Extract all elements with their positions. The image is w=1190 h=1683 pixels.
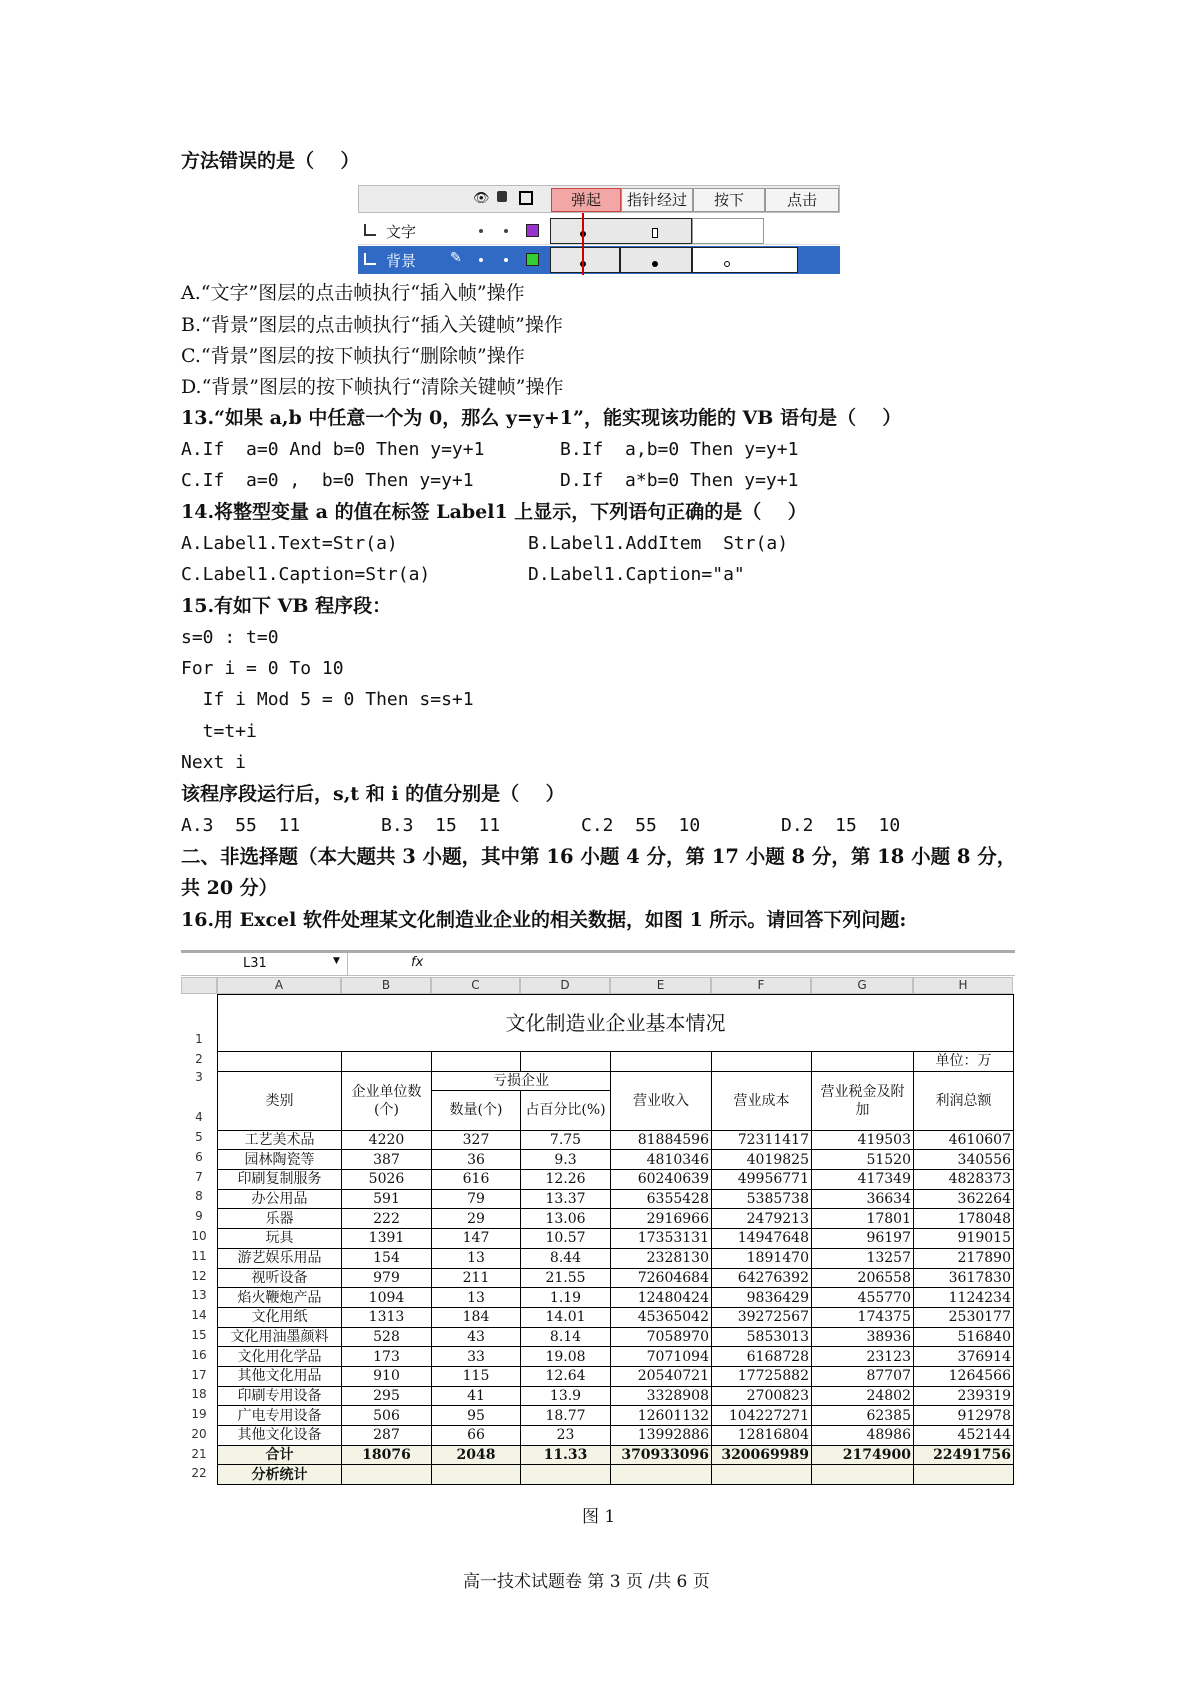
cell: 2916966 [611,1209,712,1229]
cell: 81884596 [611,1130,712,1150]
lock-icon [497,191,507,202]
q12-option-d: D.“背景”图层的按下帧执行“清除关键帧”操作 [181,376,564,398]
table-row [218,1426,1014,1446]
q12-option-b: B.“背景”图层的点击帧执行“插入关键帧”操作 [181,314,563,336]
section2-title: 二、非选择题（本大题共 3 小题，其中第 16 小题 4 分，第 17 小题 8 分，第 18 小题 8 分， [181,845,1017,868]
cell: 玩具 [218,1229,342,1249]
cell: 13.9 [521,1386,611,1406]
cell: 20540721 [611,1366,712,1386]
row-number: 11 [191,1249,207,1263]
cell: 222 [342,1209,432,1229]
table-row [218,1327,1014,1347]
col-header: D [520,977,610,994]
layer-background [358,246,840,274]
cell: 41 [432,1386,521,1406]
cell: 36634 [812,1189,914,1209]
table-row [218,1347,1014,1367]
cell: 3328908 [611,1386,712,1406]
table-row [218,1366,1014,1386]
unit-row [218,1052,1014,1072]
table-row [218,1130,1014,1150]
q14-stem: 14.将整型变量 a 的值在标签 Label1 上显示，下列语句正确的是（ ） [181,501,807,523]
page-footer: 高一技术试题卷 第 3 页 /共 6 页 [463,1572,710,1592]
cell: 7071094 [611,1347,712,1367]
select-all-corner [181,977,217,994]
code-line: s=0 : t=0 [181,627,279,648]
cell: 17353131 [611,1229,712,1249]
cell: 工艺美术品 [218,1130,342,1150]
cell: 516840 [914,1327,1014,1347]
data-table [217,994,1014,1485]
fx-icon: fx [411,955,424,970]
code-line: For i = 0 To 10 [181,658,344,679]
name-box-value: L31 [243,956,267,971]
cell: 23123 [812,1347,914,1367]
timeline-header [358,185,840,213]
cell: 62385 [812,1406,914,1426]
cell: 96197 [812,1229,914,1249]
cell: 72604684 [611,1268,712,1288]
cell: 17801 [812,1209,914,1229]
cell: 3617830 [914,1268,1014,1288]
section2-title-cont: 共 20 分） [181,877,278,899]
col-header: F [711,977,811,994]
row-number: 10 [191,1229,207,1243]
row-number: 15 [191,1328,207,1342]
cell: 912978 [914,1406,1014,1426]
cell: 文化用油墨颜料 [218,1327,342,1347]
cell: 13257 [812,1248,914,1268]
cell: 24802 [812,1386,914,1406]
name-box [181,953,348,975]
cell: 21.55 [521,1268,611,1288]
cell: 12816804 [712,1426,812,1446]
q12-option-c: C.“背景”图层的按下帧执行“删除帧”操作 [181,345,525,367]
playhead [582,213,584,275]
layer-color-swatch [526,253,539,266]
cell: 5026 [342,1170,432,1190]
q14-option-b: B.Label1.AddItem Str(a) [528,533,789,554]
figure-caption: 图 1 [582,1507,616,1527]
cell: 1.19 [521,1288,611,1308]
layer-icon [364,224,376,236]
cell: 18.77 [521,1406,611,1426]
q12-stem: 方法错误的是（ ） [181,150,360,172]
code-line: Next i [181,752,247,773]
cell: 60240639 [611,1170,712,1190]
row-number: 4 [195,1110,203,1124]
tab-hit-frame: 点击 [765,188,839,212]
q14-option-d: D.Label1.Caption="a" [528,564,745,585]
cell: 4019825 [712,1150,812,1170]
sheet-title: 文化制造业企业基本情况 [218,995,1014,1052]
cell: 11.33 [521,1445,611,1465]
cell: 295 [342,1386,432,1406]
cell: 1264566 [914,1366,1014,1386]
cell: 印刷复制服务 [218,1170,342,1190]
q12-option-a: A.“文字”图层的点击帧执行“插入帧”操作 [181,282,525,304]
cell: 广电专用设备 [218,1406,342,1426]
hdr-revenue: 营业收入 [611,1071,712,1130]
cell: 95 [432,1406,521,1426]
formula-bar [181,950,1015,976]
q16-stem [181,905,906,935]
q13-option-b: B.If a,b=0 Then y=y+1 [560,439,799,460]
cell: 印刷专用设备 [218,1386,342,1406]
row-number: 8 [195,1189,203,1203]
q13-option-c: C.If a=0 , b=0 Then y=y+1 [181,470,474,491]
row-number: 21 [191,1447,207,1461]
cell: 45365042 [611,1307,712,1327]
text-frames [550,218,692,244]
cell: 13992886 [611,1426,712,1446]
cell: 979 [342,1268,432,1288]
cell: 591 [342,1189,432,1209]
row-number: 5 [195,1130,203,1144]
code-line: t=t+i [181,721,257,742]
table-row [218,1209,1014,1229]
cell: 49956771 [712,1170,812,1190]
cell: 87707 [812,1366,914,1386]
cell: 184 [432,1307,521,1327]
row-number: 7 [195,1170,203,1184]
cell: 36 [432,1150,521,1170]
cell: 9.3 [521,1150,611,1170]
q14-option-c: C.Label1.Caption=Str(a) [181,564,431,585]
cell: 4828373 [914,1170,1014,1190]
table-row [218,1406,1014,1426]
flash-timeline [358,185,840,275]
excel-sheet [181,950,1015,1484]
q13-stem: 13.“如果 a,b 中任意一个为 0，那么 y=y+1”，能实现该功能的 VB 语句是（ ） [181,407,902,429]
table-row [218,1386,1014,1406]
tab-up-frame: 弹起 [551,188,621,212]
cell: 919015 [914,1229,1014,1249]
cell: 115 [432,1366,521,1386]
cell: 合计 [218,1445,342,1465]
hdr-profit: 利润总额 [914,1071,1014,1130]
cell: 528 [342,1327,432,1347]
cell: 506 [342,1406,432,1426]
cell: 362264 [914,1189,1014,1209]
layer-text-name: 文字 [386,223,417,241]
cell: 39272567 [712,1307,812,1327]
eye-icon: 👁 [473,191,490,206]
table-row [218,1307,1014,1327]
cell: 1891470 [712,1248,812,1268]
col-header: H [913,977,1013,994]
hdr-pct: 占百分比(%) [521,1090,611,1130]
cell: 4220 [342,1130,432,1150]
cell: 9836429 [712,1288,812,1308]
layer-color-swatch [526,224,539,237]
col-header: A [217,977,341,994]
cell: 5385738 [712,1189,812,1209]
table-row [218,1229,1014,1249]
hdr-count: 数量(个) [432,1090,521,1130]
cell: 217890 [914,1248,1014,1268]
cell: 1313 [342,1307,432,1327]
layer-background-name: 背景 [386,252,417,270]
q15-option-a: A.3 55 11 [181,815,301,836]
cell: 6168728 [712,1347,812,1367]
table-row [218,1189,1014,1209]
cell: 455770 [812,1288,914,1308]
q15-option-d: D.2 15 10 [781,815,901,836]
cell: 12480424 [611,1288,712,1308]
cell: 1124234 [914,1288,1014,1308]
cell: 147 [432,1229,521,1249]
row-number: 1 [195,1032,203,1046]
cell: 18076 [342,1445,432,1465]
col-header: C [431,977,520,994]
col-header: B [341,977,431,994]
hdr-units: 企业单位数(个) [342,1071,432,1130]
cell: 239319 [914,1386,1014,1406]
cell: 320069989 [712,1445,812,1465]
row-number: 14 [191,1308,207,1322]
cell: 327 [432,1130,521,1150]
cell: 66 [432,1426,521,1446]
layer-icon [364,253,376,265]
cell: 办公用品 [218,1189,342,1209]
cell: 48986 [812,1426,914,1446]
col-header: E [610,977,711,994]
cell: 2174900 [812,1445,914,1465]
hdr-cost: 营业成本 [712,1071,812,1130]
cell: 7058970 [611,1327,712,1347]
q15-ask: 该程序段运行后，s,t 和 i 的值分别是（ ） [181,783,565,805]
cell: 616 [432,1170,521,1190]
cell: 43 [432,1327,521,1347]
q15-option-c: C.2 55 10 [581,815,701,836]
header-row-1 [218,1071,1014,1090]
cell: 其他文化设备 [218,1426,342,1446]
hdr-loss: 亏损企业 [432,1071,611,1090]
cell: 14.01 [521,1307,611,1327]
pencil-icon: ✎ [450,250,462,266]
q16-stem-text: 16.用 Excel 软件处理某文化制造业企业的相关数据，如图 1 所示。请回答下列问题: [181,909,907,931]
cell: 焰火鞭炮产品 [218,1288,342,1308]
cell: 8.14 [521,1327,611,1347]
cell: 79 [432,1189,521,1209]
hdr-tax: 营业税金及附加 [812,1071,914,1130]
cell: 文化用纸 [218,1307,342,1327]
cell: 1391 [342,1229,432,1249]
row-number: 2 [195,1052,203,1066]
unit-label: 单位：万 [914,1052,1014,1072]
cell: 文化用化学品 [218,1347,342,1367]
row-number: 18 [191,1387,207,1401]
table-row [218,1170,1014,1190]
hdr-category: 类别 [218,1071,342,1130]
cell: 13 [432,1248,521,1268]
cell: 154 [342,1248,432,1268]
chevron-down-icon: ▼ [333,956,340,966]
cell: 12601132 [611,1406,712,1426]
cell: 园林陶瓷等 [218,1150,342,1170]
cell: 游艺娱乐用品 [218,1248,342,1268]
cell: 64276392 [712,1268,812,1288]
cell: 2479213 [712,1209,812,1229]
row-number: 16 [191,1348,207,1362]
cell: 376914 [914,1347,1014,1367]
col-header: G [811,977,913,994]
layer-text [358,217,840,245]
outline-icon [519,191,533,205]
cell: 33 [432,1347,521,1367]
cell: 910 [342,1366,432,1386]
cell: 14947648 [712,1229,812,1249]
cell: 2048 [432,1445,521,1465]
cell: 12.26 [521,1170,611,1190]
row-number: 17 [191,1368,207,1382]
table-row [218,1150,1014,1170]
cell: 分析统计 [218,1465,342,1485]
cell: 4610607 [914,1130,1014,1150]
cell: 12.64 [521,1366,611,1386]
row-number: 22 [191,1466,207,1480]
cell: 4810346 [611,1150,712,1170]
row-number: 6 [195,1150,203,1164]
cell: 5853013 [712,1327,812,1347]
row-number: 12 [191,1269,207,1283]
tab-over-frame: 指针经过 [621,188,693,212]
cell: 29 [432,1209,521,1229]
cell: 452144 [914,1426,1014,1446]
cell: 287 [342,1426,432,1446]
row-number: 9 [195,1209,203,1223]
analysis-row [218,1465,1014,1485]
cell: 2328130 [611,1248,712,1268]
cell: 51520 [812,1150,914,1170]
row-number: 20 [191,1427,207,1441]
row-number: 13 [191,1288,207,1302]
cell: 206558 [812,1268,914,1288]
table-row [218,1268,1014,1288]
cell: 7.75 [521,1130,611,1150]
cell: 2530177 [914,1307,1014,1327]
cell: 417349 [812,1170,914,1190]
cell: 211 [432,1268,521,1288]
cell: 38936 [812,1327,914,1347]
row-number: 3 [195,1070,203,1084]
cell: 72311417 [712,1130,812,1150]
cell: 17725882 [712,1366,812,1386]
total-row [218,1445,1014,1465]
cell: 乐器 [218,1209,342,1229]
cell: 104227271 [712,1406,812,1426]
cell: 13.06 [521,1209,611,1229]
cell: 13 [432,1288,521,1308]
cell: 340556 [914,1150,1014,1170]
q15-stem: 15.有如下 VB 程序段： [181,595,392,617]
cell: 1094 [342,1288,432,1308]
cell: 6355428 [611,1189,712,1209]
cell: 370933096 [611,1445,712,1465]
cell: 178048 [914,1209,1014,1229]
cell: 其他文化用品 [218,1366,342,1386]
table-row [218,1288,1014,1308]
cell: 13.37 [521,1189,611,1209]
q13-option-d: D.If a*b=0 Then y=y+1 [560,470,799,491]
cell: 23 [521,1426,611,1446]
cell: 22491756 [914,1445,1014,1465]
cell: 387 [342,1150,432,1170]
cell: 419503 [812,1130,914,1150]
cell: 19.08 [521,1347,611,1367]
cell: 视听设备 [218,1268,342,1288]
code-line: If i Mod 5 = 0 Then s=s+1 [181,689,474,710]
cell: 2700823 [712,1386,812,1406]
q13-option-a: A.If a=0 And b=0 Then y=y+1 [181,439,485,460]
table-row [218,1248,1014,1268]
cell: 10.57 [521,1229,611,1249]
cell: 174375 [812,1307,914,1327]
cell: 173 [342,1347,432,1367]
title-row [218,995,1014,1052]
cell: 8.44 [521,1248,611,1268]
tab-down-frame: 按下 [693,188,765,212]
q15-option-b: B.3 15 11 [381,815,501,836]
q14-option-a: A.Label1.Text=Str(a) [181,533,398,554]
row-number: 19 [191,1407,207,1421]
